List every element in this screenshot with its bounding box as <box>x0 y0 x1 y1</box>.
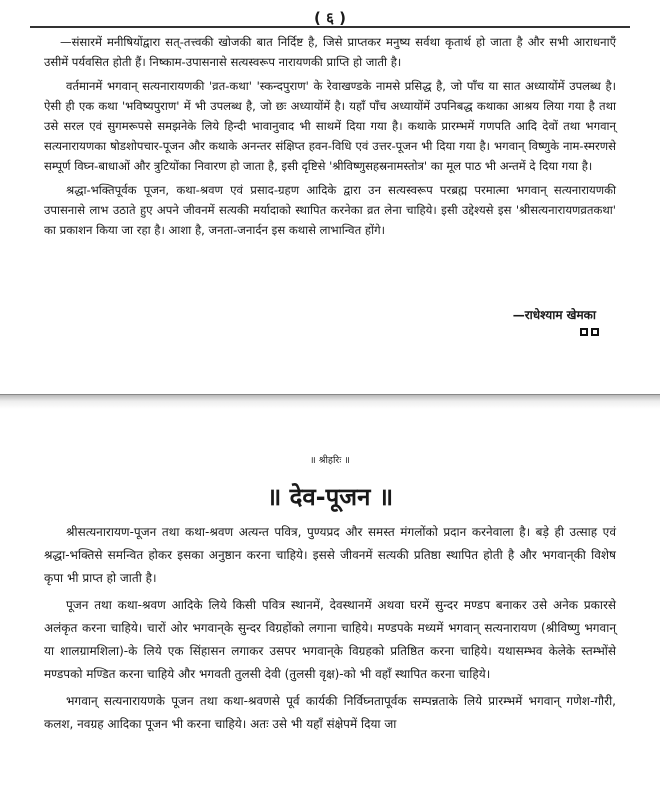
page-number: ( ६ ) <box>314 9 346 27</box>
pujan-paragraph: पूजन तथा कथा-श्रवण आदिके लिये किसी पवित्र स्थानमें, देवस्थानमें अथवा घरमें सुन्दर मण्डप बनाकर उसे अनेक प्रकारसे अलंकृत करना चाहिये। चारों ओर भगवान्‌के सुन्दर विग्रहोंको लगाना चाहिये। मण्डपके मध्यमें भगवान् सत्यनारायण (श्रीविष्णु भगवान् या शालग्रामशिला)-के लिये एक सिंहासन लगाकर उसपर भगवान्‌के विग्रहको प्रतिष्ठित करना चाहिये। यथासम्भव केलेके स्तम्भोंसे मण्डपको मण्डित करना चाहिये और भगवती तुलसी देवी (तुलसी वृक्ष)-को भी वहाँ स्थापित करना चाहिये। <box>44 598 616 681</box>
end-marks <box>580 328 599 336</box>
invocation: ॥ श्रीहरिः ॥ <box>310 455 350 466</box>
section-title: ॥ देव-पूजन ॥ <box>266 483 394 511</box>
pujan-paragraph: श्रीसत्यनारायण-पूजन तथा कथा-श्रवण अत्यन्त पवित्र, पुण्यप्रद और समस्त मंगलोंको प्रदान करनेवाला है। बड़े ही उत्साह एवं श्रद्धा-भक्तिसे समन्वित होकर इसका अनुष्ठान करना चाहिये। इससे जीवनमें सत्यकी प्रतिष्ठा स्थापित होती है और भगवान्‌की विशेष कृपा भी प्राप्त हो जाती है। <box>44 525 616 585</box>
dev-pujan-page <box>0 410 660 800</box>
page-divider <box>0 394 660 409</box>
preface-paragraph: श्रद्धा-भक्तिपूर्वक पूजन, कथा-श्रवण एवं प्रसाद-ग्रहण आदिके द्वारा उन सत्यस्वरूप परब्रह्म परमात्मा भगवान् सत्यनारायणकी उपासनासे लाभ उठाते हुए अपने जीवनमें सत्यकी मर्यादाको स्थापित करनेका व्रत लेना चाहिये। इसी उद्देश्यसे इस 'श्रीसत्यनारायणव्रतकथा' का प्रकाशन किया जा रहा है। आशा है, जनता-जनार्दन इस कथासे लाभान्वित होंगे। <box>44 183 616 237</box>
end-square-icon <box>580 328 588 336</box>
preface-text <box>44 32 616 244</box>
pujan-text <box>44 521 616 740</box>
end-square-icon <box>591 328 599 336</box>
preface-paragraph: —संसारमें मनीषियोंद्वारा सत्-तत्त्वकी खोजकी बात निर्दिष्ट है, जिसे प्राप्तकर मनुष्य सर्वथा कृतार्थ हो जाता है और सभी आराधनाएँ उसीमें पर्यवसित होती हैं। निष्काम-उपासनासे सत्यस्वरूप नारायणकी प्राप्ति हो जाती है। <box>44 35 616 69</box>
author-signature: —राधेश्याम खेमका <box>512 308 596 322</box>
preface-paragraph: वर्तमानमें भगवान् सत्यनारायणकी 'व्रत-कथा' 'स्कन्दपुराण' के रेवाखण्डके नामसे प्रसिद्ध है, जो पाँच या सात अध्यायोंमें उपलब्ध है। ऐसी ही एक कथा 'भविष्यपुराण' में भी उपलब्ध है, जो छः अध्यायोंमें है। यहाँ पाँच अध्यायोंमें उपनिबद्ध कथाका आश्रय लिया गया है तथा उसे सरल एवं सुगमरूपसे समझनेके लिये हिन्दी भावानुवाद भी साथमें दिया गया है। कथाके प्रारम्भमें गणपति आदि देवों तथा भगवान् सत्यनारायणका षोडशोपचार-पूजन और कथाके अनन्तर संक्षिप्त हवन-विधि एवं उत्तर-पूजन भी दिया गया है। भगवान् विष्णुके नाम-स्मरणसे सम्पूर्ण विघ्न-बाधाओं और त्रुटियोंका निवारण हो जाता है, इसी दृष्टिसे 'श्रीविष्णुसहस्रनामस्तोत्र' का मूल पाठ भी अन्तमें दे दिया गया है। <box>44 79 616 173</box>
header-rule <box>30 26 630 28</box>
preface-page <box>0 0 660 395</box>
pujan-paragraph: भगवान् सत्यनारायणके पूजन तथा कथा-श्रवणसे पूर्व कार्यकी निर्विघ्नतापूर्वक सम्पन्नताके लिये प्रारम्भमें भगवान् गणेश-गौरी, कलश, नवग्रह आदिका पूजन भी करना चाहिये। अतः उसे भी यहाँ संक्षेपमें दिया जा <box>44 694 616 731</box>
